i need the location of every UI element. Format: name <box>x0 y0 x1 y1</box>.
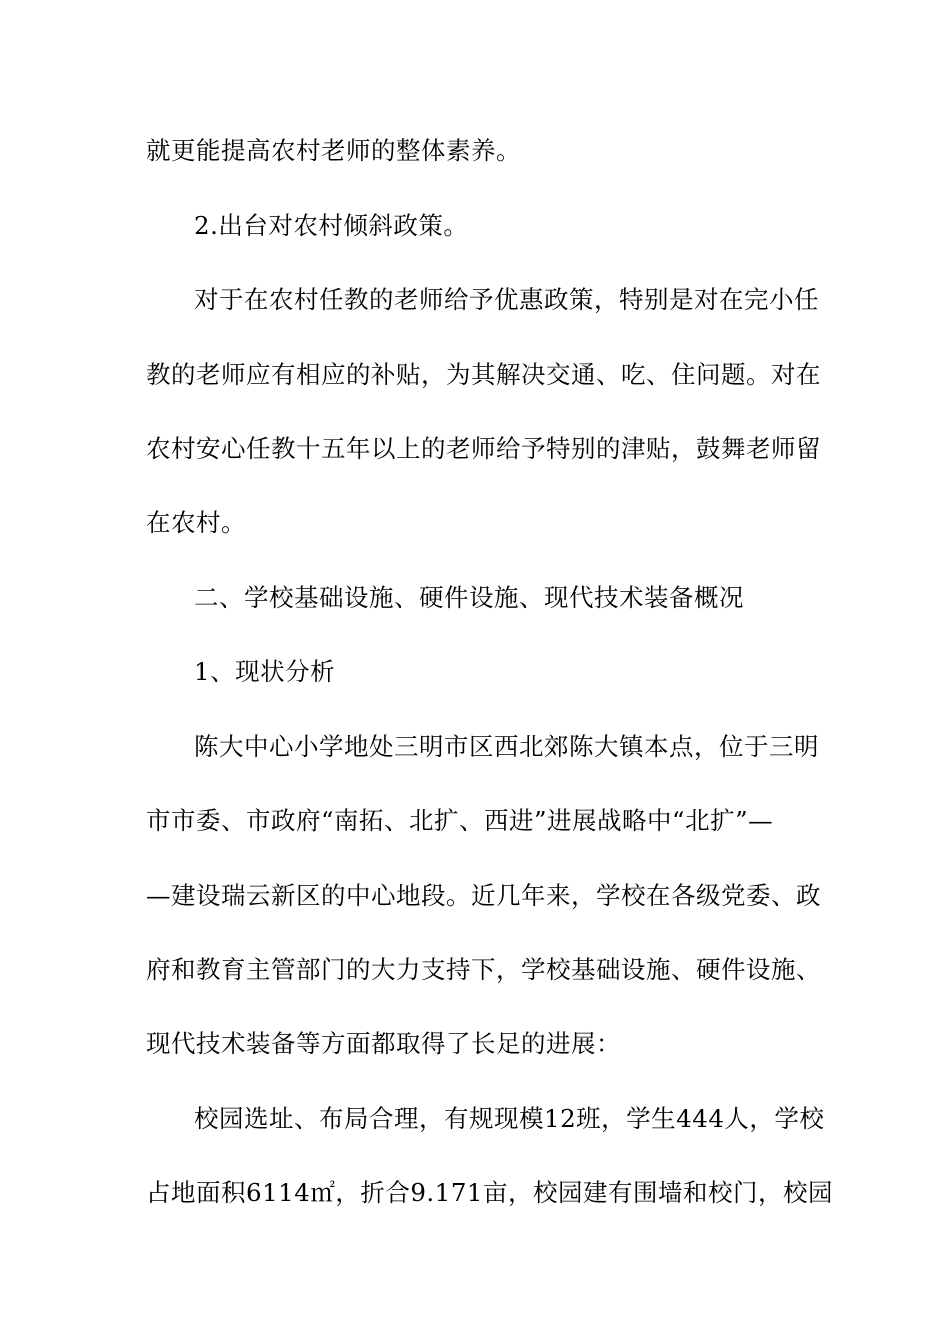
subsection-heading: 1、现状分析 <box>194 657 336 686</box>
section-heading: 二、学校基础设施、硬件设施、现代技术装备概况 <box>194 583 744 612</box>
paragraph-line: 校园选址、布局合理，有规现模12班，学生444人，学校 <box>194 1104 825 1133</box>
paragraph-line: 占地面积6114㎡，折合9.171亩，校园建有围墙和校门，校园 <box>146 1178 833 1207</box>
paragraph-line: 在农村。 <box>146 508 246 537</box>
paragraph-line: 对于在农村任教的老师给予优惠政策，特别是对在完小任 <box>194 285 819 314</box>
numbered-heading: 2.出台对农村倾斜政策。 <box>194 211 469 240</box>
paragraph-line: 市市委、市政府“南拓、北扩、西进”进展战略中“北扩”— <box>146 806 774 835</box>
text-line: 就更能提高农村老师的整体素养。 <box>146 136 521 165</box>
paragraph-line: 府和教育主管部门的大力支持下，学校基础设施、硬件设施、 <box>146 955 821 984</box>
paragraph-line: 陈大中心小学地处三明市区西北郊陈大镇本点，位于三明 <box>194 732 819 761</box>
paragraph-line: —建设瑞云新区的中心地段。近几年来，学校在各级党委、政 <box>146 881 821 910</box>
paragraph-line: 现代技术装备等方面都取得了长足的进展： <box>146 1029 621 1058</box>
paragraph-line: 农村安心任教十五年以上的老师给予特别的津贴，鼓舞老师留 <box>146 434 821 463</box>
paragraph-line: 教的老师应有相应的补贴，为其解决交通、吃、住问题。对在 <box>146 360 821 389</box>
